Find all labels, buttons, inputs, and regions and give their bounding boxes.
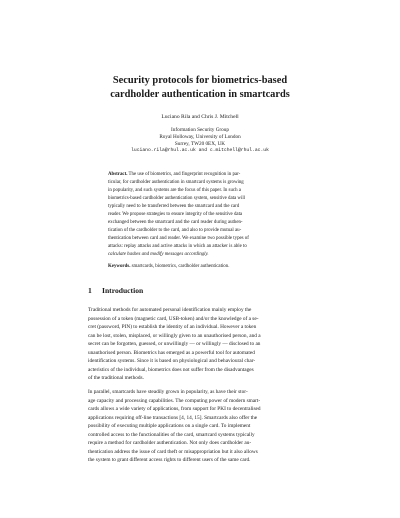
abstract-line: ticular, for cardholder authentication in smartcard systems is growing bbox=[108, 180, 244, 185]
section-heading bbox=[88, 286, 143, 295]
keywords-label: Keywords. bbox=[108, 264, 131, 269]
body-line: applications requiring off-line transactions [4, 14, 15]. Smartcards also offer the bbox=[88, 414, 258, 421]
author-emails: luciano.rila@rhul.ac.uk and c.mitchell@rhul.ac.uk bbox=[131, 148, 269, 153]
abstract-text: The use of biometrics, and fingerprint recognition in par- bbox=[127, 172, 241, 177]
body-line: require a method for cardholder authentication. Not only does cardholder au- bbox=[88, 440, 252, 446]
paper-title-line-2: cardholder authentication in smartcards bbox=[110, 89, 290, 100]
abstract-line bbox=[108, 172, 308, 177]
body-line: cards allows a wide variety of applications, from support for PKI to decentralised bbox=[88, 406, 261, 412]
abstract-line: biometrics-based cardholder authentication system, sensitive data will bbox=[108, 196, 246, 201]
body-line: identification systems. Since it is based on physiological and behavioural char- bbox=[88, 358, 256, 364]
abstract-label: Abstract. bbox=[108, 172, 128, 177]
abstract-line: attacks: replay attacks and active attacks in which an attacker is able to bbox=[108, 244, 247, 249]
body-line: thentication address the issue of card theft or misappropriation but it also allows bbox=[88, 448, 258, 455]
body-line: secret can be forgotten, guessed, or unwillingly — or willingly — disclosed to an bbox=[88, 341, 261, 347]
body-line: possession of a token (magnetic card, USB-token) and/or the knowledge of a se- bbox=[88, 315, 259, 322]
paper-title-line-1: Security protocols for biometrics-based bbox=[112, 75, 288, 86]
affiliation-line-1: Information Security Group bbox=[171, 127, 229, 133]
abstract-line: reader. We propose strategies to ensure integrity of the sensitive data bbox=[108, 212, 243, 217]
body-line: age capacity and processing capabilities. The computing power of modern smart- bbox=[88, 397, 261, 404]
section-title: Introduction bbox=[102, 286, 144, 295]
body-line: Traditional methods for automated personal identification mainly employ the bbox=[88, 307, 252, 313]
body-line: possibility of executing multiple applications on a single card. To implement bbox=[88, 423, 251, 429]
abstract-line: thentication between card and reader. We examine two possible types of bbox=[108, 236, 249, 241]
abstract-line: typically need to be transferred between the smartcard and the card bbox=[108, 204, 240, 209]
body-line: cret (password, PIN) to establish the identity of an individual. However a token bbox=[88, 324, 257, 330]
section-number: 1 bbox=[88, 286, 92, 295]
affiliation-line-3: Surrey, TW20 0EX, UK bbox=[174, 141, 226, 147]
abstract-line: exchanged between the smartcard and the card reader during authen- bbox=[108, 220, 243, 225]
abstract-line bbox=[108, 252, 308, 257]
body-line: can be lost, stolen, misplaced, or willingly given to an unauthorised person, and a bbox=[88, 332, 261, 339]
body-line: In parallel, smartcards have steadily grown in popularity, as have their stor- bbox=[88, 389, 248, 395]
keywords-line bbox=[108, 264, 308, 269]
keywords-text: smartcards, biometrics, cardholder authentication. bbox=[130, 264, 230, 269]
body-line: acteristics of the individual, biometrics does not suffer from the disadvantages bbox=[88, 366, 254, 373]
abstract-text: calculate hashes and modify messages accordingly. bbox=[108, 252, 209, 257]
body-line: of the traditional methods. bbox=[88, 375, 144, 381]
authors: Luciano Rila and Chris J. Mitchell bbox=[161, 114, 239, 120]
body-line: unauthorised person. Biometrics has emerged as a powerful tool for automated bbox=[88, 349, 255, 356]
abstract-line: in popularity, and such systems are the focus of this paper. In such a bbox=[108, 188, 241, 193]
body-line: controlled access to the functionalities of the card, smartcard systems typically bbox=[88, 431, 255, 438]
body-line: the system to grant different access rights to different users of the same card. bbox=[88, 457, 251, 463]
abstract-line: tication of the cardholder to the card, and also to provide mutual au- bbox=[108, 228, 242, 233]
affiliation-line-2: Royal Holloway, University of London bbox=[159, 134, 241, 140]
